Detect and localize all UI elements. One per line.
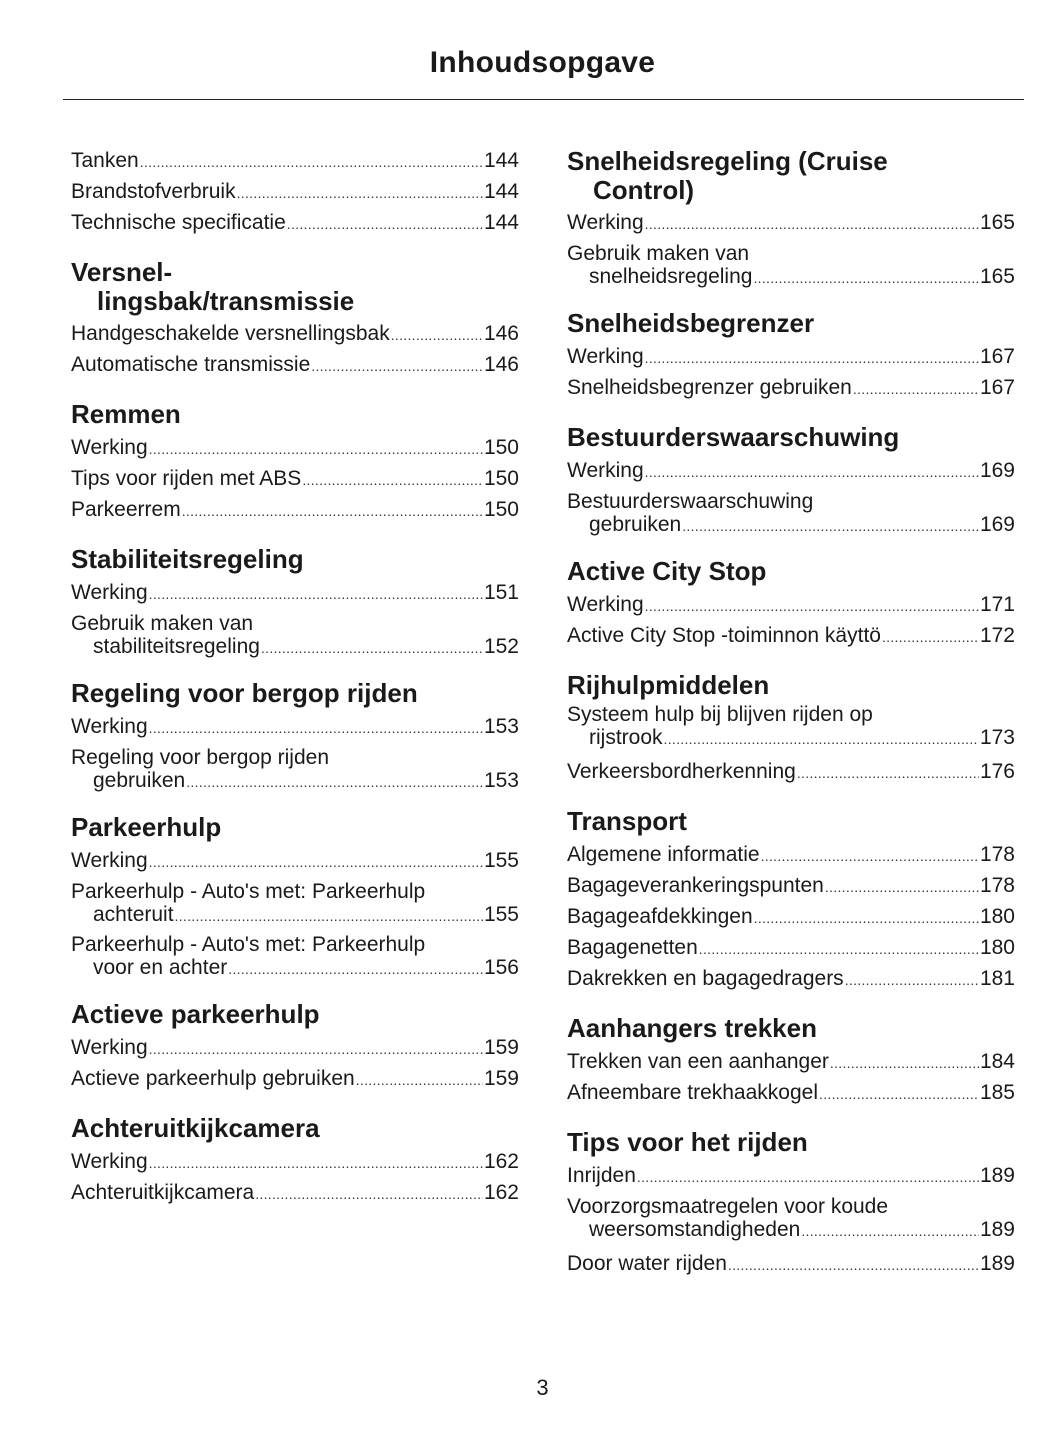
- section-heading: Parkeerhulp: [71, 812, 222, 842]
- toc-entry[interactable]: Verkeersbordherkenning ..... 176: [567, 757, 1015, 788]
- toc-entry[interactable]: Bagageafdekkingen ..... 180: [567, 902, 1015, 933]
- toc-entry[interactable]: Brandstofverbruik ..... 144: [71, 177, 519, 208]
- section-heading: Regeling voor bergop rijden: [71, 678, 418, 708]
- toc-entry[interactable]: Parkeerrem ..... 150: [71, 495, 519, 526]
- toc-entry[interactable]: Algemene informatie ..... 178: [567, 840, 1015, 871]
- section-heading: Tips voor het rijden: [567, 1127, 808, 1157]
- section-heading: Bestuurderswaarschuwing: [567, 422, 900, 452]
- toc-entry[interactable]: Door water rijden ..... 189: [567, 1249, 1015, 1280]
- toc-entry[interactable]: Parkeerhulp - Auto's met: Parkeerhulp voor en achter ..... 156: [71, 934, 519, 981]
- toc-entry[interactable]: Werking ..... 167: [567, 342, 1015, 373]
- toc-entry[interactable]: Gebruik maken van snelheidsregeling ..... 165: [567, 243, 1015, 290]
- section-heading: Snelheidsbegrenzer: [567, 308, 815, 338]
- section-heading: Transport: [567, 806, 687, 836]
- toc-entry[interactable]: Technische specificatie ..... 144: [71, 208, 519, 239]
- toc-column-left: [71, 146, 519, 1209]
- section-heading: Aanhangers trekken: [567, 1013, 817, 1043]
- page-number: 3: [536, 1375, 549, 1400]
- toc-entry[interactable]: Bestuurderswaarschuwing gebruiken ..... 169: [567, 491, 1015, 538]
- toc-entry[interactable]: Dakrekken en bagagedragers ..... 181: [567, 964, 1015, 995]
- toc-entry[interactable]: Gebruik maken van stabiliteitsregeling ..... 152: [71, 613, 519, 660]
- page-title: Inhoudsopgave: [429, 46, 656, 79]
- toc-entry[interactable]: Tips voor rijden met ABS ..... 150: [71, 464, 519, 495]
- toc-entry[interactable]: Werking ..... 171: [567, 590, 1015, 621]
- toc-entry[interactable]: Achteruitkijkcamera ..... 162: [71, 1178, 519, 1209]
- toc-entry[interactable]: Snelheidsbegrenzer gebruiken ..... 167: [567, 373, 1015, 404]
- toc-entry[interactable]: Active City Stop -toiminnon käyttö ..... 172: [567, 621, 1015, 652]
- toc-entry[interactable]: Parkeerhulp - Auto's met: Parkeerhulp achteruit ..... 155: [71, 881, 519, 928]
- toc-entry[interactable]: Bagageverankeringspunten ..... 178: [567, 871, 1015, 902]
- section-heading: Active City Stop: [567, 556, 767, 586]
- section-heading: Versnel- lingsbak/transmissie: [71, 257, 355, 316]
- toc-entry[interactable]: Werking ..... 155: [71, 846, 519, 877]
- toc-entry[interactable]: Systeem hulp bij blijven rijden op rijstrook ..... 173: [567, 704, 1015, 751]
- toc-entry[interactable]: Werking ..... 165: [567, 208, 1015, 239]
- section-heading: Snelheidsregeling (Cruise Control): [567, 146, 888, 205]
- toc-entry[interactable]: Bagagenetten ..... 180: [567, 933, 1015, 964]
- section-heading: Achteruitkijkcamera: [71, 1113, 320, 1143]
- toc-entry[interactable]: Werking ..... 150: [71, 433, 519, 464]
- toc-entry[interactable]: Actieve parkeerhulp gebruiken ..... 159: [71, 1064, 519, 1095]
- toc-entry[interactable]: Voorzorgsmaatregelen voor koude weersomstandigheden ..... 189: [567, 1196, 1015, 1243]
- header-divider: [63, 99, 1024, 100]
- toc-entry[interactable]: Handgeschakelde versnellingsbak ..... 146: [71, 319, 519, 350]
- toc-entry[interactable]: Afneembare trekhaakkogel ..... 185: [567, 1078, 1015, 1109]
- section-heading: Actieve parkeerhulp: [71, 999, 320, 1029]
- toc-entry[interactable]: Automatische transmissie ..... 146: [71, 350, 519, 381]
- toc-entry[interactable]: Werking ..... 159: [71, 1033, 519, 1064]
- section-heading: Remmen: [71, 399, 181, 429]
- toc-entry[interactable]: Tanken ..... 144: [71, 146, 519, 177]
- toc-entry[interactable]: Werking ..... 151: [71, 578, 519, 609]
- toc-entry[interactable]: Regeling voor bergop rijden gebruiken ..... 153: [71, 747, 519, 794]
- toc-entry[interactable]: Trekken van een aanhanger ..... 184: [567, 1047, 1015, 1078]
- toc-column-right: [567, 146, 1015, 1280]
- toc-entry[interactable]: Inrijden ..... 189: [567, 1161, 1015, 1192]
- section-heading: Stabiliteitsregeling: [71, 544, 304, 574]
- toc-entry[interactable]: Werking ..... 169: [567, 456, 1015, 487]
- toc-entry[interactable]: Werking ..... 162: [71, 1147, 519, 1178]
- section-heading: Rijhulpmiddelen: [567, 670, 770, 700]
- toc-entry[interactable]: Werking ..... 153: [71, 712, 519, 743]
